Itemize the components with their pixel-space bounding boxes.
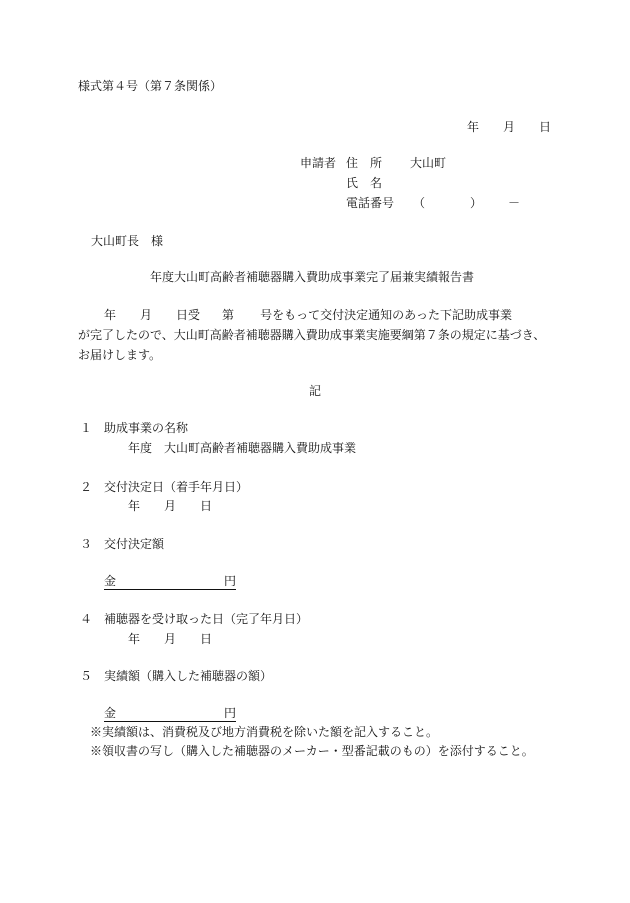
item-1-year-label: 年度	[128, 441, 153, 455]
item-4-day: 日	[200, 632, 213, 646]
item-3-number: ３	[80, 537, 93, 551]
item-4-year: 年	[128, 632, 141, 646]
body-line-2: が完了したので、大山町高齢者補聴器購入費助成事業実施要綱第７条の規定に基づき、	[78, 328, 546, 342]
body-month: 月	[140, 308, 153, 322]
item-4-number: ４	[80, 612, 93, 626]
item-4-month: 月	[164, 632, 177, 646]
form-number: 様式第４号（第７条関係）	[78, 79, 223, 93]
item-5-amount-prefix: 金	[104, 706, 117, 720]
body-line-1	[104, 309, 512, 321]
applicant-label: 申請者	[300, 156, 337, 170]
date-line	[467, 121, 551, 133]
phone-open-paren: （	[413, 196, 426, 210]
item-2-month: 月	[164, 499, 177, 513]
phone-dash: －	[508, 196, 521, 210]
item-1-program-name: 大山町高齢者補聴器購入費助成事業	[164, 441, 357, 455]
item-5-amount-suffix: 円	[224, 706, 237, 720]
item-5-title: 実績額（購入した補聴器の額）	[104, 669, 273, 683]
address-value: 大山町	[410, 156, 447, 170]
body-line-3: お届けします。	[78, 348, 162, 362]
date-month-label: 月	[503, 120, 516, 134]
item-4-title: 補聴器を受け取った日（完了年月日）	[104, 612, 309, 626]
item-4-date	[128, 633, 212, 645]
item-2-day: 日	[200, 499, 213, 513]
item-2-title: 交付決定日（着手年月日）	[104, 480, 249, 494]
date-day-label: 日	[539, 120, 552, 134]
addressee: 大山町長 様	[91, 234, 164, 248]
item-1-title: 助成事業の名称	[104, 421, 189, 435]
item-2-year: 年	[128, 499, 141, 513]
document-title: 年度大山町高齢者補聴器購入費助成事業完了届兼実績報告書	[150, 270, 475, 284]
item-1-detail	[128, 442, 356, 454]
item-1-number: １	[80, 421, 93, 435]
body-line-1-rest: 号をもって交付決定通知のあった下記助成事業	[260, 308, 512, 322]
item-3-amount-prefix: 金	[104, 574, 117, 588]
ki-heading: 記	[309, 384, 322, 398]
item-3-amount-underline	[104, 589, 236, 590]
item-5-amount-underline	[104, 721, 236, 722]
body-year: 年	[104, 308, 117, 322]
item-5-number: ５	[80, 669, 93, 683]
item-2-date	[128, 500, 212, 512]
date-year-label: 年	[467, 120, 480, 134]
item-3-title: 交付決定額	[104, 537, 165, 551]
phone-close-paren: ）	[470, 196, 483, 210]
item-2-number: ２	[80, 480, 93, 494]
name-label: 氏 名	[346, 176, 383, 190]
phone-label: 電話番号	[346, 196, 395, 210]
note-receipt-copy: ※領収書の写し（購入した補聴器のメーカー・型番記載のもの）を添付すること。	[90, 744, 534, 758]
item-3-amount-suffix: 円	[224, 574, 237, 588]
address-label: 住 所	[346, 156, 383, 170]
body-number-prefix: 第	[222, 308, 235, 322]
body-day-received: 日受	[176, 308, 201, 322]
note-tax-exclusion: ※実績額は、消費税及び地方消費税を除いた額を記入すること。	[90, 725, 439, 739]
